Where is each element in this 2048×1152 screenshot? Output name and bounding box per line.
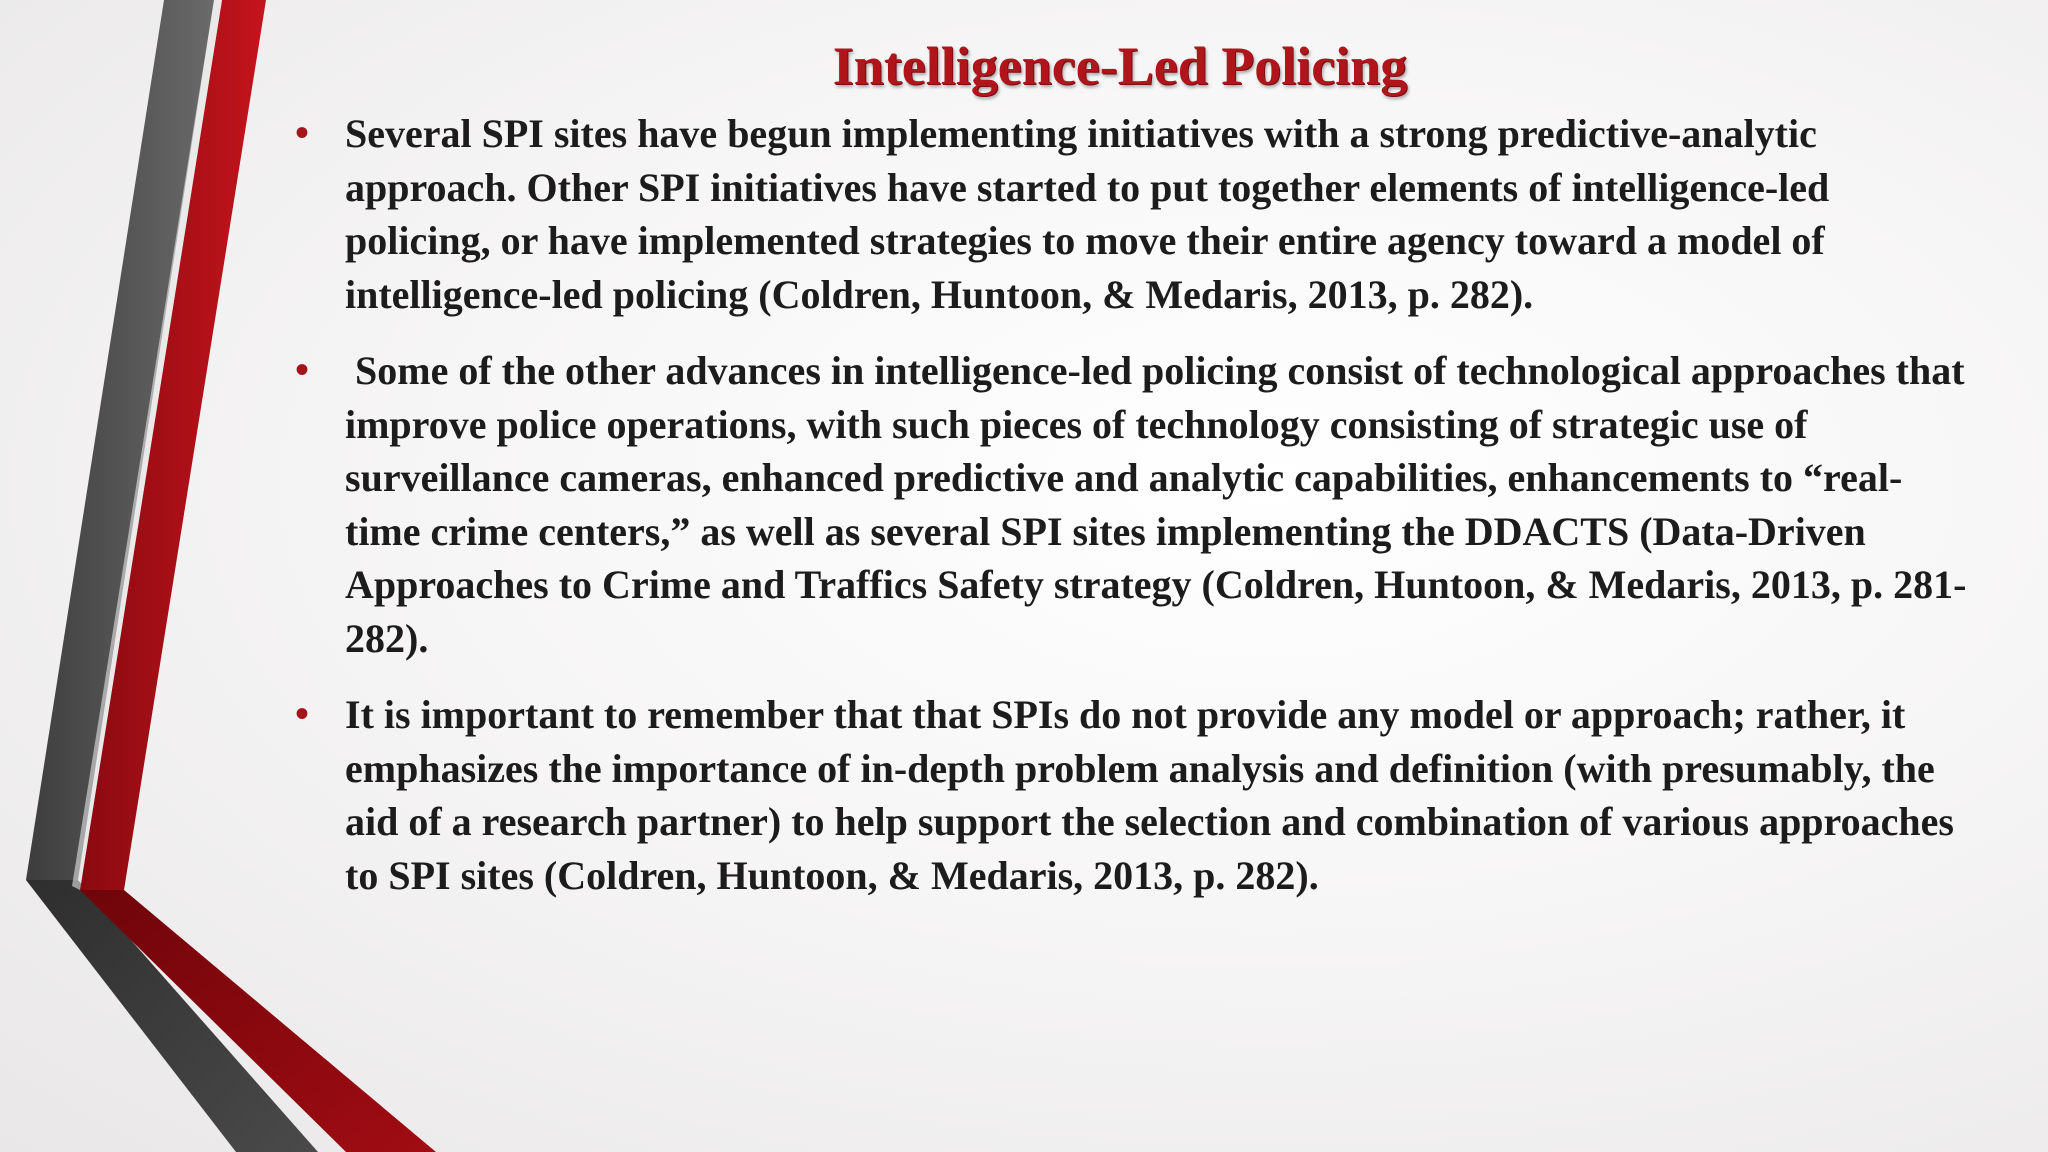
slide-title: Intelligence-Led Policing <box>832 36 1408 96</box>
bullet-list <box>295 107 1975 925</box>
bullet-marker: • <box>295 110 310 155</box>
bullet-item <box>295 688 1975 902</box>
bullet-text: Some of the other advances in intelligence-led policing consist of technological approaches that improve police operations, with such pieces of technology consisting of strategic use of surveillance cameras, enhanced predictive and analytic capabilities, enhancements to “real-time crime centers,” as well as several SPI sites implementing the DDACTS (Data-Driven Approaches to Crime and Traffics Safety strategy (Coldren, Huntoon, & Medaris, 2013, p. 281-282). <box>345 348 1975 661</box>
bullet-item <box>295 344 1975 665</box>
bullet-marker: • <box>295 691 310 736</box>
bullet-text: It is important to remember that that SPIs do not provide any model or approach; rather, it emphasizes the importance of in-depth problem analysis and definition (with presumably, the aid of a research partner) to help support the selection and combination of various approaches to SPI sites (Coldren, Huntoon, & Medaris, 2013, p. 282). <box>345 692 1954 898</box>
gray-stripe-lower <box>26 880 318 1152</box>
bullet-item <box>295 107 1975 321</box>
bullet-marker: • <box>295 347 310 392</box>
bullet-text: Several SPI sites have begun implementing initiatives with a strong predictive-analytic approach. Other SPI initiatives have started to put together elements of intelligence-led policing, or have implemented strategies to move their entire agency toward a model of intelligence-led policing (Coldren, Huntoon, & Medaris, 2013, p. 282). <box>345 111 1830 317</box>
